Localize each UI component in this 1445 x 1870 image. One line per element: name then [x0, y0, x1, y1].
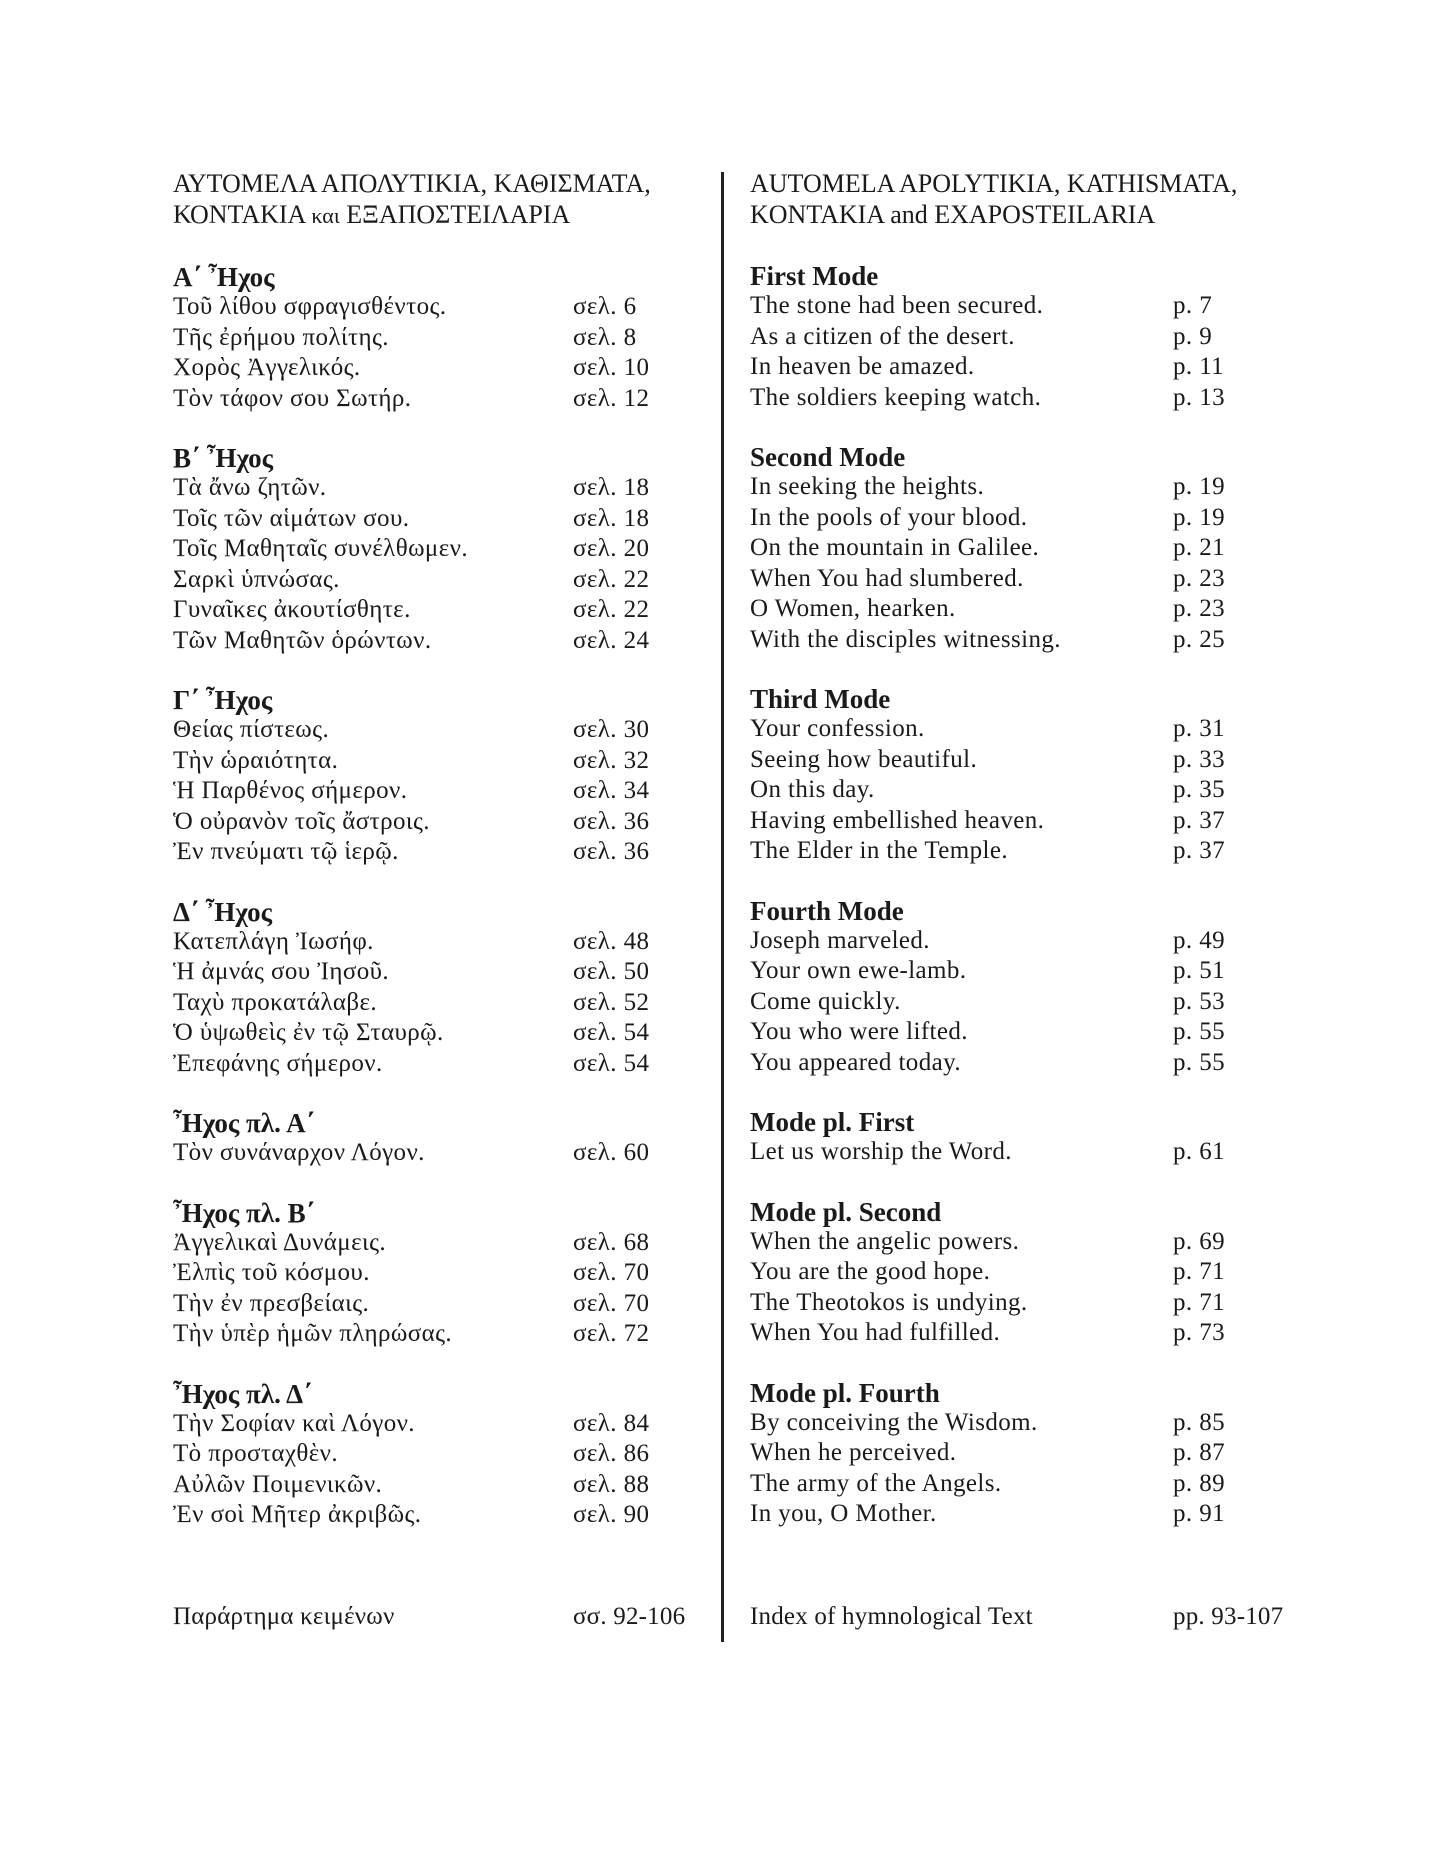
- hymn-title: Σαρκὶ ὑπνώσας.: [173, 565, 340, 593]
- greek-contents-title: [173, 168, 693, 231]
- mode-section: [173, 1107, 693, 1169]
- english-column: [750, 168, 1290, 1558]
- toc-entry: [173, 1228, 693, 1259]
- hymn-title: The Theotokos is undying.: [750, 1288, 1028, 1316]
- mode-heading: Β΄ Ἦχος: [173, 443, 274, 473]
- mode-heading: Second Mode: [750, 442, 906, 472]
- column-divider: [721, 172, 724, 1642]
- english-index-entry: [750, 1602, 1283, 1632]
- hymn-title: Ἀγγελικαὶ Δυνάμεις.: [173, 1228, 387, 1256]
- page-number: p. 21: [1173, 534, 1225, 561]
- page-number: p. 61: [1173, 1138, 1225, 1165]
- hymn-title: O Women, hearken.: [750, 595, 956, 622]
- greek-appendix-title: Παράρτημα κειμένων: [173, 1603, 395, 1630]
- page-number: p. 35: [1173, 776, 1225, 803]
- toc-entry: [750, 1288, 1290, 1319]
- toc-entry: [750, 1137, 1290, 1168]
- toc-entry: [750, 714, 1290, 745]
- toc-entry: [173, 626, 693, 657]
- page-number: σελ. 50: [573, 958, 650, 985]
- toc-entry: [750, 1438, 1290, 1469]
- greek-section-list: [173, 261, 693, 1531]
- toc-entry: [750, 1227, 1290, 1258]
- toc-entry: [173, 1289, 693, 1320]
- greek-title-line-2c: ΕΞΑΠΟΣΤΕΙΛΑΡΙΑ: [339, 200, 571, 229]
- page-number: σελ. 54: [573, 1019, 650, 1046]
- toc-entry: [173, 1258, 693, 1289]
- page-number: σελ. 8: [573, 323, 637, 351]
- page-number: σελ. 84: [573, 1409, 650, 1437]
- page-number: p. 31: [1173, 715, 1225, 742]
- page-number: σελ. 22: [573, 565, 650, 593]
- greek-column: [173, 168, 693, 1559]
- hymn-title: Τῶν Μαθητῶν ὁρώντων.: [173, 626, 432, 654]
- hymn-title: Ἐν σοὶ Μῆτερ ἀκριβῶς.: [173, 1501, 422, 1528]
- page-number: σελ. 60: [573, 1139, 650, 1166]
- mode-section: [173, 442, 693, 656]
- mode-heading: Ἦχος πλ. Β΄: [173, 1197, 315, 1228]
- toc-entry: [173, 1138, 693, 1169]
- page-number: p. 87: [1173, 1439, 1225, 1466]
- toc-entry: [750, 472, 1290, 503]
- page-number: p. 55: [1173, 1018, 1225, 1045]
- hymn-title: You are the good hope.: [750, 1258, 991, 1285]
- toc-entry: [173, 1018, 693, 1049]
- toc-entry: [750, 745, 1290, 776]
- toc-entry: [750, 1408, 1290, 1439]
- page-number: p. 9: [1173, 322, 1213, 350]
- toc-entry: [173, 473, 693, 504]
- mode-heading: Ἦχος πλ. Δ΄: [173, 1378, 313, 1409]
- toc-entry: [750, 291, 1290, 322]
- english-title-line-2a: KONTAKIA: [750, 200, 891, 229]
- hymn-title: Τὸν τάφον σου Σωτήρ.: [173, 384, 412, 412]
- hymn-title: The soldiers keeping watch.: [750, 383, 1042, 411]
- mode-heading: Γ΄ Ἦχος: [173, 685, 273, 715]
- mode-section: [173, 684, 693, 868]
- page-number: p. 51: [1173, 957, 1225, 984]
- english-title-line-2c: EXAPOSTEILARIA: [927, 200, 1156, 229]
- toc-entry: [173, 837, 693, 868]
- toc-entry: [173, 807, 693, 838]
- toc-entry: [173, 353, 693, 384]
- page-number: p. 11: [1173, 353, 1225, 380]
- mode-heading: Mode pl. Fourth: [750, 1377, 940, 1408]
- page-number: p. 91: [1173, 1500, 1225, 1527]
- toc-entry: [173, 292, 693, 323]
- mode-section: [750, 441, 1290, 655]
- hymn-title: By conceiving the Wisdom.: [750, 1408, 1038, 1436]
- page-number: σελ. 6: [573, 293, 637, 320]
- hymn-title: Ὁ οὐρανὸν τοῖς ἄστροις.: [173, 807, 430, 835]
- hymn-title: Joseph marveled.: [750, 926, 930, 954]
- hymn-title: Τὴν ἐν πρεσβείαις.: [173, 1289, 370, 1317]
- toc-entry: [750, 956, 1290, 987]
- mode-heading: Mode pl. Second: [750, 1196, 942, 1227]
- toc-entry: [750, 836, 1290, 867]
- page-number: σελ. 18: [573, 474, 650, 501]
- mode-heading: Ἦχος πλ. Α΄: [173, 1108, 315, 1138]
- page-number: σελ. 36: [573, 807, 650, 835]
- page-number: p. 89: [1173, 1469, 1225, 1497]
- page-number: p. 13: [1173, 383, 1225, 411]
- toc-entry: [750, 1048, 1290, 1079]
- english-index-page: pp. 93-107: [1173, 1603, 1284, 1630]
- toc-entry: [173, 927, 693, 958]
- toc-entry: [173, 776, 693, 807]
- mode-section: [750, 1196, 1290, 1349]
- toc-entry: [173, 565, 693, 596]
- toc-entry: [173, 746, 693, 777]
- toc-entry: [750, 503, 1290, 534]
- page-number: σελ. 34: [573, 777, 650, 804]
- page-number: p. 25: [1173, 625, 1225, 653]
- hymn-title: Ἡ Παρθένος σήμερον.: [173, 777, 408, 804]
- greek-title-line-2a: ΚΟΝΤΑΚΙΑ: [173, 200, 312, 229]
- hymn-title: Τὴν Σοφίαν καὶ Λόγον.: [173, 1409, 415, 1437]
- hymn-title: Let us worship the Word.: [750, 1138, 1012, 1165]
- hymn-title: In heaven be amazed.: [750, 353, 975, 380]
- greek-title-line-2b: και: [311, 203, 340, 228]
- page-number: p. 37: [1173, 837, 1225, 864]
- page-number: σελ. 70: [573, 1289, 650, 1317]
- page-number: p. 73: [1173, 1319, 1225, 1346]
- mode-section: [750, 895, 1290, 1079]
- english-section-list: [750, 260, 1290, 1530]
- mode-heading: Mode pl. First: [750, 1107, 915, 1137]
- hymn-title: Having embellished heaven.: [750, 806, 1045, 834]
- hymn-title: Τὸν συνάναρχον Λόγον.: [173, 1139, 425, 1166]
- toc-entry: [173, 595, 693, 626]
- mode-heading: Fourth Mode: [750, 895, 904, 926]
- page-number: p. 53: [1173, 987, 1225, 1015]
- greek-title-line-1: ΑΥΤΟΜΕΛΑ ΑΠΟΛΥΤΙΚΙΑ, ΚΑΘΙΣΜΑΤΑ,: [173, 169, 651, 198]
- hymn-title: Αὐλῶν Ποιμενικῶν.: [173, 1470, 383, 1498]
- hymn-title: When the angelic powers.: [750, 1227, 1020, 1255]
- hymn-title: When You had slumbered.: [750, 564, 1024, 592]
- toc-entry: [750, 806, 1290, 837]
- page-number: p. 23: [1173, 564, 1225, 592]
- page-number: σελ. 88: [573, 1470, 650, 1498]
- hymn-title: Ταχὺ προκατάλαβε.: [173, 988, 378, 1016]
- mode-section: [173, 896, 693, 1080]
- english-title-line-1: AUTOMELA APOLYTIKIA, KATHISMATA,: [750, 169, 1238, 198]
- hymn-title: Ὁ ὑψωθεὶς ἐν τῷ Σταυρῷ.: [173, 1019, 444, 1046]
- hymn-title: Your own ewe-lamb.: [750, 957, 967, 984]
- toc-entry: [173, 1439, 693, 1470]
- english-title-line-2b: and: [890, 200, 928, 229]
- hymn-title: The stone had been secured.: [750, 292, 1044, 319]
- mode-section: [750, 1106, 1290, 1168]
- page-number: σελ. 54: [573, 1049, 650, 1077]
- toc-entry: [173, 1470, 693, 1501]
- page-number: σελ. 48: [573, 927, 650, 955]
- toc-entry: [750, 1017, 1290, 1048]
- mode-heading: First Mode: [750, 261, 879, 291]
- page-number: σελ. 90: [573, 1501, 650, 1528]
- toc-entry: [750, 775, 1290, 806]
- toc-entry: [173, 715, 693, 746]
- page-number: p. 55: [1173, 1048, 1225, 1076]
- mode-heading: Third Mode: [750, 684, 891, 714]
- toc-entry: [173, 1409, 693, 1440]
- page-number: p. 33: [1173, 745, 1225, 773]
- page-number: p. 19: [1173, 473, 1225, 500]
- page-number: p. 23: [1173, 595, 1225, 622]
- page-number: p. 7: [1173, 292, 1213, 319]
- page-number: p. 71: [1173, 1288, 1225, 1316]
- mode-section: [173, 1378, 693, 1531]
- hymn-title: Τοῦ λίθου σφραγισθέντος.: [173, 293, 447, 320]
- mode-section: [750, 683, 1290, 867]
- hymn-title: Come quickly.: [750, 987, 901, 1015]
- hymn-title: Θείας πίστεως.: [173, 716, 330, 743]
- hymn-title: In you, O Mother.: [750, 1500, 937, 1527]
- hymn-title: Τὴν ὑπὲρ ἡμῶν πληρώσας.: [173, 1320, 453, 1347]
- toc-entry: [173, 1500, 693, 1531]
- toc-entry: [750, 594, 1290, 625]
- toc-entry: [750, 926, 1290, 957]
- hymn-title: Ἐπεφάνης σήμερον.: [173, 1049, 383, 1077]
- toc-entry: [750, 625, 1290, 656]
- hymn-title: Τοῖς τῶν αἱμάτων σου.: [173, 504, 410, 532]
- page-number: σελ. 30: [573, 716, 650, 743]
- mode-section: [750, 260, 1290, 413]
- hymn-title: The Elder in the Temple.: [750, 837, 1009, 864]
- greek-appendix-entry: [173, 1602, 685, 1632]
- toc-entry: [173, 384, 693, 415]
- greek-appendix-page: σσ. 92-106: [573, 1603, 686, 1630]
- hymn-title: You who were lifted.: [750, 1018, 968, 1045]
- toc-entry: [173, 504, 693, 535]
- mode-section: [173, 261, 693, 414]
- toc-entry: [173, 957, 693, 988]
- hymn-title: Τῆς ἐρήμου πολίτης.: [173, 323, 389, 351]
- toc-entry: [750, 352, 1290, 383]
- page-number: σελ. 36: [573, 838, 650, 865]
- hymn-title: As a citizen of the desert.: [750, 322, 1015, 350]
- toc-entry: [750, 322, 1290, 353]
- toc-entry: [750, 533, 1290, 564]
- mode-heading: Δ΄ Ἦχος: [173, 896, 272, 927]
- page-number: σελ. 12: [573, 384, 650, 412]
- page-number: p. 71: [1173, 1258, 1225, 1285]
- hymn-title: In seeking the heights.: [750, 473, 985, 500]
- hymn-title: Τὸ προσταχθὲν.: [173, 1440, 338, 1467]
- hymn-title: When he perceived.: [750, 1439, 957, 1466]
- hymn-title: Ἐν πνεύματι τῷ ἱερῷ.: [173, 838, 399, 865]
- hymn-title: On the mountain in Galilee.: [750, 534, 1040, 561]
- hymn-title: On this day.: [750, 776, 875, 803]
- page-number: σελ. 52: [573, 988, 650, 1016]
- hymn-title: Seeing how beautiful.: [750, 745, 978, 773]
- hymn-title: With the disciples witnessing.: [750, 625, 1061, 653]
- toc-entry: [173, 1049, 693, 1080]
- page-number: p. 37: [1173, 806, 1225, 834]
- hymn-title: Ἡ ἀμνάς σου Ἰησοῦ.: [173, 958, 390, 985]
- mode-section: [750, 1377, 1290, 1530]
- toc-entry: [173, 1319, 693, 1350]
- page-number: σελ. 72: [573, 1320, 650, 1347]
- toc-entry: [173, 988, 693, 1019]
- hymn-title: When You had fulfilled.: [750, 1319, 1001, 1346]
- page-number: σελ. 22: [573, 596, 650, 623]
- page-number: σελ. 20: [573, 535, 650, 562]
- hymn-title: Κατεπλάγη Ἰωσήφ.: [173, 927, 374, 955]
- hymn-title: Γυναῖκες ἀκουτίσθητε.: [173, 596, 411, 623]
- english-index-title: Index of hymnological Text: [750, 1603, 1033, 1630]
- page-number: σελ. 68: [573, 1228, 650, 1256]
- page-number: σελ. 32: [573, 746, 650, 774]
- hymn-title: Ἐλπὶς τοῦ κόσμου.: [173, 1259, 370, 1286]
- page-number: σελ. 24: [573, 626, 650, 654]
- toc-entry: [750, 383, 1290, 414]
- mode-section: [173, 1197, 693, 1350]
- toc-entry: [750, 1318, 1290, 1349]
- toc-entry: [750, 1469, 1290, 1500]
- toc-entry: [750, 987, 1290, 1018]
- english-contents-title: [750, 168, 1290, 230]
- hymn-title: You appeared today.: [750, 1048, 962, 1076]
- hymn-title: Τὴν ὡραιότητα.: [173, 746, 339, 774]
- page-number: p. 85: [1173, 1408, 1225, 1436]
- toc-entry: [750, 564, 1290, 595]
- hymn-title: Τοῖς Μαθηταῖς συνέλθωμεν.: [173, 535, 468, 562]
- mode-heading: Α΄ Ἦχος: [173, 262, 275, 292]
- hymn-title: Your confession.: [750, 715, 925, 742]
- page-number: σελ. 86: [573, 1440, 650, 1467]
- page-number: p. 49: [1173, 926, 1225, 954]
- toc-entry: [173, 534, 693, 565]
- page-number: p. 69: [1173, 1227, 1225, 1255]
- page-number: σελ. 18: [573, 504, 650, 532]
- page-number: σελ. 70: [573, 1259, 650, 1286]
- hymn-title: The army of the Angels.: [750, 1469, 1002, 1497]
- hymn-title: Τὰ ἄνω ζητῶν.: [173, 474, 327, 501]
- hymn-title: In the pools of your blood.: [750, 503, 1028, 531]
- toc-entry: [173, 323, 693, 354]
- toc-entry: [750, 1499, 1290, 1530]
- page-number: σελ. 10: [573, 354, 650, 381]
- toc-entry: [750, 1257, 1290, 1288]
- page-number: p. 19: [1173, 503, 1225, 531]
- hymn-title: Χορὸς Ἀγγελικός.: [173, 354, 361, 381]
